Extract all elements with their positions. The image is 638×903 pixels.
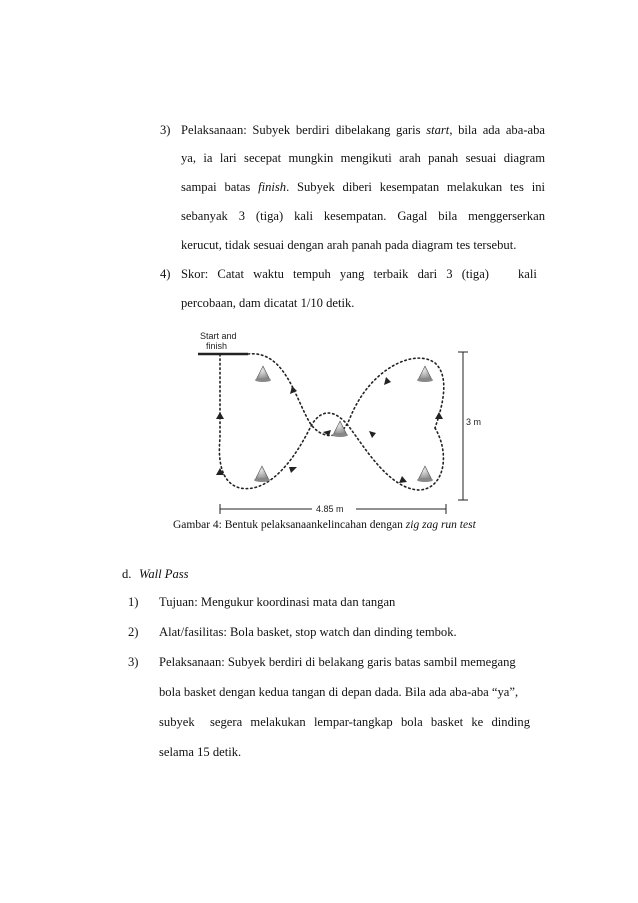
section-d-item2-number: 2) — [128, 625, 139, 639]
cones — [254, 366, 433, 482]
section-d-item1-number: 1) — [128, 595, 139, 609]
term-start: start — [426, 123, 450, 137]
arrow-down-right — [290, 386, 297, 394]
item3-line-3-text-end: . Subyek diberi kesempatan melakukan tes ini — [286, 180, 545, 194]
section-d-item3-line-2: bola basket dengan kedua tangan di depan dada. Bila ada aba-aba “ya”, — [159, 685, 519, 699]
cone-top-left — [255, 366, 271, 382]
arrow-up-1 — [216, 412, 224, 419]
section-d-item1-text: Tujuan: Mengukur koordinasi mata dan tangan — [159, 595, 396, 609]
section-d-title — [139, 566, 189, 582]
cone-bottom-left — [254, 466, 270, 482]
item4-line-1-end: kali — [518, 267, 537, 281]
section-d-item3-line-3a: subyek — [159, 715, 195, 729]
item4-line-1: Skor: Catat waktu tempuh yang terbaik dari 3 (tiga) — [181, 267, 489, 281]
term-finish: finish — [258, 180, 287, 194]
height-label: 3 m — [466, 417, 482, 427]
caption-term: zig zag run test — [405, 519, 476, 531]
item3-line-3 — [181, 179, 545, 195]
section-d-item3-number: 3) — [128, 655, 139, 669]
cone-center — [332, 421, 348, 437]
running-path — [219, 354, 443, 490]
item4-line-2: percobaan, dam dicatat 1/10 detik. — [181, 296, 355, 310]
width-label: 4.85 m — [316, 504, 344, 514]
item3-line-5: kerucut, tidak sesuai dengan arah panah pada diagram tes tersebut. — [181, 238, 517, 252]
arrow-center-right — [369, 431, 376, 438]
cone-bottom-right — [417, 466, 433, 482]
arrow-right-down — [435, 412, 443, 419]
arrow-bottom-right — [399, 476, 407, 483]
section-d-item3-line-3b: segera melakukan lempar-tangkap bola basket ke dinding — [210, 715, 530, 729]
caption-text: Gambar 4: Bentuk pelaksanaankelincahan dengan — [173, 519, 406, 531]
zigzag-run-diagram — [190, 328, 490, 518]
section-d-item3-line-1: Pelaksanaan: Subyek berdiri di belakang garis batas sambil memegang — [159, 655, 516, 669]
start-label-1: Start and — [200, 331, 237, 341]
item3-number: 3) — [160, 123, 171, 137]
figure-caption — [173, 518, 476, 533]
section-d-letter: d. — [122, 567, 132, 581]
arrow-top-left — [384, 377, 391, 385]
item3-line-2: ya, ia lari secepat mungkin mengikuti arah panah sesuai diagram — [181, 151, 545, 165]
item3-line-3-text: sampai batas — [181, 180, 259, 194]
item3-line-1-text-end: , bila ada aba-aba — [449, 123, 545, 137]
item4-number: 4) — [160, 267, 171, 281]
item3-line-4: sebanyak 3 (tiga) kali kesempatan. Gagal bila menggerserkan — [181, 209, 545, 223]
cone-top-right — [417, 366, 433, 382]
item3-line-1-text: Pelaksanaan: Subyek berdiri dibelakang garis — [181, 123, 427, 137]
arrow-up-left — [289, 467, 297, 473]
path-arrows — [216, 377, 443, 483]
section-d-item2-text: Alat/fasilitas: Bola basket, stop watch dan dinding tembok. — [159, 625, 457, 639]
section-d-title-text: Wall Pass — [139, 567, 189, 581]
section-d-item3-line-4: selama 15 detik. — [159, 745, 242, 759]
start-label-2: finish — [206, 341, 228, 351]
item3-line-1 — [181, 122, 545, 138]
